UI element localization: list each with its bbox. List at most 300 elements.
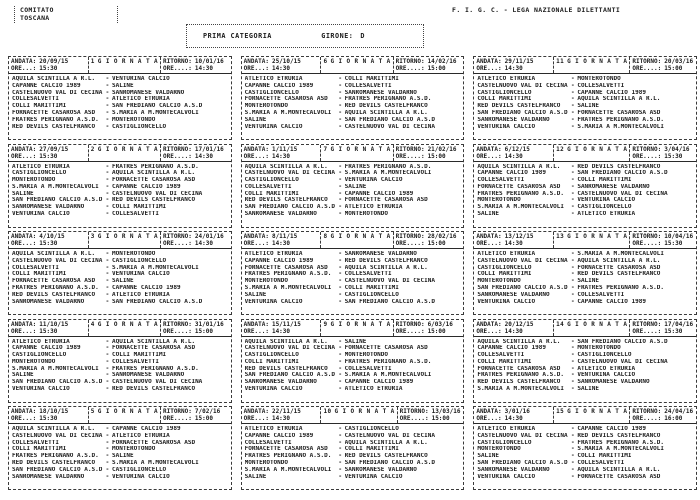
vs-dash: - xyxy=(338,250,342,257)
ritorno-date: 7/02/16 xyxy=(194,408,221,415)
home-team: SANROMANESE VALDARNO xyxy=(477,466,550,473)
match-row xyxy=(12,103,229,110)
match-row xyxy=(477,197,694,204)
match-row xyxy=(477,251,694,258)
match-row xyxy=(245,177,462,184)
match-row xyxy=(12,285,229,292)
vs-dash: - xyxy=(338,88,342,96)
away-team: SAN FREDIANO CALCIO A.S.D xyxy=(344,459,435,466)
away-team: ATLETICO ETRURIA xyxy=(344,204,403,211)
ritorno-date: 24/04/16 xyxy=(664,408,694,415)
away-team: AQUILA SCINTILLA A R.L. xyxy=(111,170,196,177)
home-team: SAN FREDIANO CALCIO A.S.D xyxy=(12,197,103,204)
andata-column xyxy=(474,232,554,248)
away-team: SALINE xyxy=(111,278,134,285)
vs-dash: - xyxy=(571,458,575,466)
match-row xyxy=(12,90,229,97)
giornata-block xyxy=(473,231,697,315)
home-team: CASTELNUOVO VAL DI CECINA xyxy=(12,89,103,96)
match-list xyxy=(474,162,696,227)
away-team: RED DEVILS CASTELFRANCO xyxy=(577,432,661,439)
vs-dash: - xyxy=(105,75,110,82)
ritorno-label: RITORNO: xyxy=(162,320,192,328)
andata-time: 14:30 xyxy=(271,65,291,72)
home-team: COLLI MARITTIMI xyxy=(12,446,67,453)
vs-dash: - xyxy=(105,122,110,130)
home-team: SALINE xyxy=(244,291,267,298)
giornata-title-column xyxy=(321,57,392,73)
home-team: ATLETICO ETRURIA xyxy=(12,163,70,170)
andata-date: 15/11/15 xyxy=(271,320,301,328)
ore-ritorno-label: ORE....: xyxy=(395,327,425,335)
match-row xyxy=(477,271,694,278)
ritorno-date: 10/01/16 xyxy=(194,58,224,65)
home-team: COLLI MARITTIMI xyxy=(477,271,532,278)
home-team: COLLESALVETTI xyxy=(12,96,59,103)
ritorno-column xyxy=(397,407,477,423)
vs-dash: - xyxy=(571,95,575,103)
vs-dash: - xyxy=(338,196,342,204)
away-team: COLLESALVETTI xyxy=(111,211,159,218)
match-row xyxy=(245,170,462,177)
vs-dash: - xyxy=(338,357,342,365)
home-team: SALINE xyxy=(12,372,34,379)
away-team: CAPANNE CALCIO 1989 xyxy=(577,298,646,305)
giornata-header xyxy=(9,320,231,337)
away-team: CASTIGLIONCELLO xyxy=(111,466,167,473)
home-team: COLLI MARITTIMI xyxy=(244,358,299,365)
home-team: SAN FREDIANO CALCIO A.S.D xyxy=(244,372,335,379)
match-row xyxy=(245,379,462,386)
ritorno-time: 15:00 xyxy=(194,327,213,335)
vs-dash: - xyxy=(571,425,575,432)
home-team: RED DEVILS CASTELFRANCO xyxy=(244,197,328,204)
andata-time: 14:30 xyxy=(504,65,523,72)
vs-dash: - xyxy=(571,283,575,291)
giornata-number: 1 xyxy=(90,58,95,65)
andata-column xyxy=(474,407,554,423)
match-row xyxy=(12,426,229,433)
away-team: CASTELNUOVO VAL DI CECINA xyxy=(344,278,435,285)
away-team: SAN FREDIANO CALCIO A.S.D xyxy=(344,116,435,123)
ritorno-date: 28/02/16 xyxy=(427,233,457,240)
ritorno-column xyxy=(629,232,700,248)
vs-dash: - xyxy=(338,458,342,466)
away-team: SALINE xyxy=(577,386,600,393)
giornata-number: 6 xyxy=(323,58,328,65)
andata-date: 6/12/15 xyxy=(504,145,530,153)
match-row xyxy=(12,474,229,481)
match-row xyxy=(245,299,462,306)
ritorno-column xyxy=(629,57,700,73)
giornata-number: 5 xyxy=(90,408,95,415)
match-row xyxy=(477,265,694,272)
match-list xyxy=(242,249,464,314)
giornata-number: 3 xyxy=(90,233,95,240)
match-row xyxy=(477,359,694,366)
home-team: VENTURINA CALCIO xyxy=(477,473,536,480)
away-team: AQUILA SCINTILLA A R.L. xyxy=(111,338,196,345)
match-row xyxy=(477,386,694,393)
vs-dash: - xyxy=(105,357,110,365)
giornata-number: 2 xyxy=(90,145,95,153)
ritorno-column xyxy=(393,232,473,248)
giornata-number: 13 xyxy=(556,233,565,240)
match-row xyxy=(245,440,462,447)
away-team: FRATRES PERIGNANO A.S.D. xyxy=(344,96,432,103)
andata-time: 14:30 xyxy=(504,327,523,335)
home-team: CASTELNUOVO VAL DI CECINA xyxy=(244,345,335,352)
match-list xyxy=(9,424,231,489)
andata-label: ANDATA: xyxy=(243,233,269,240)
match-row xyxy=(12,379,229,386)
home-team: ATLETICO ETRURIA xyxy=(477,251,536,257)
away-team: COLLI MARITTIMI xyxy=(577,453,632,460)
andata-label: ANDATA: xyxy=(11,408,37,415)
vs-dash: - xyxy=(105,81,110,89)
home-team: FRATRES PERIGNANO A.S.D. xyxy=(477,372,565,379)
giornata-label: G I O R N A T A xyxy=(567,320,628,328)
giornata-block xyxy=(241,319,465,403)
match-row xyxy=(245,117,462,124)
home-team: CASTELNUOVO VAL DI CECINA xyxy=(12,432,103,439)
vs-dash: - xyxy=(105,196,110,204)
vs-dash: - xyxy=(571,364,575,372)
away-team: MONTEROTONDO xyxy=(577,76,621,82)
home-team: CAPANNE CALCIO 1989 xyxy=(477,345,546,352)
away-team: S.MARIA A M.MONTECALVOLI xyxy=(111,264,199,271)
vs-dash: - xyxy=(571,357,575,365)
vs-dash: - xyxy=(105,445,110,453)
home-team: FORNACETTE CASAROSA ASD xyxy=(244,264,328,271)
ritorno-time: 14:30 xyxy=(194,240,213,247)
vs-dash: - xyxy=(105,182,110,190)
away-team: SAN FREDIANO CALCIO A.S.D xyxy=(111,103,203,110)
vs-dash: - xyxy=(105,108,110,116)
home-team: MONTEROTONDO xyxy=(477,278,521,285)
match-row xyxy=(12,170,229,177)
giornata-block xyxy=(241,406,465,490)
match-row xyxy=(477,292,694,299)
away-team: CAPANNE CALCIO 1989 xyxy=(577,89,646,96)
away-team: S.MARIA A M.MONTECALVOLI xyxy=(111,459,199,466)
away-team: SANROMANESE VALDARNO xyxy=(577,183,650,190)
away-team: VENTURINA CALCIO xyxy=(344,473,403,480)
ritorno-time: 14:30 xyxy=(194,152,213,160)
giornata-title-column xyxy=(321,320,392,336)
giornata-label: G I O R N A T A xyxy=(334,408,395,415)
home-team: CASTELNUOVO VAL DI CECINA xyxy=(477,432,568,439)
away-team: SAN FREDIANO CALCIO A.S.D xyxy=(344,298,435,305)
home-team: CASTIGLIONCELLO xyxy=(477,89,532,96)
andata-label: ANDATA: xyxy=(243,58,269,65)
away-team: AQUILA SCINTILLA A R.L. xyxy=(344,109,428,116)
match-row xyxy=(12,366,229,373)
home-team: CASTIGLIONCELLO xyxy=(12,170,67,177)
vs-dash: - xyxy=(571,182,575,190)
vs-dash: - xyxy=(571,337,575,345)
match-list xyxy=(9,162,231,227)
andata-time: 14:30 xyxy=(271,152,291,160)
vs-dash: - xyxy=(571,378,575,386)
match-row xyxy=(477,170,694,177)
home-team: CASTELNUOVO VAL DI CECINA xyxy=(12,257,103,264)
giornata-header xyxy=(474,320,696,337)
ore-andata-label: ORE...: xyxy=(11,415,37,422)
vs-dash: - xyxy=(571,108,575,116)
home-team: FRATRES PERIGNANO A.S.D. xyxy=(12,453,99,460)
giornata-number: 8 xyxy=(323,233,328,240)
giornata-label: G I O R N A T A xyxy=(97,320,158,328)
home-team: CASTIGLIONCELLO xyxy=(12,352,67,359)
giornata-header xyxy=(9,407,231,424)
vs-dash: - xyxy=(571,115,575,123)
match-row xyxy=(477,299,694,306)
vs-dash: - xyxy=(338,344,342,352)
ritorno-column xyxy=(393,57,473,73)
ritorno-time: 14:30 xyxy=(194,65,213,72)
vs-dash: - xyxy=(571,102,575,110)
home-team: CASTELNUOVO VAL DI CECINA xyxy=(477,257,568,264)
vs-dash: - xyxy=(338,108,342,116)
ore-andata-label: ORE...: xyxy=(243,327,269,335)
vs-dash: - xyxy=(105,189,110,197)
vs-dash: - xyxy=(105,210,110,218)
match-row xyxy=(477,258,694,265)
giornata-number: 7 xyxy=(323,145,328,153)
away-team: MONTEROTONDO xyxy=(577,345,621,352)
away-team: VENTURINA CALCIO xyxy=(577,372,636,379)
andata-date: 11/10/15 xyxy=(39,320,69,328)
away-team: COLLESALVETTI xyxy=(577,291,625,298)
vs-dash: - xyxy=(338,425,342,432)
match-row xyxy=(245,352,462,359)
ore-ritorno-label: ORE....: xyxy=(632,327,662,335)
home-team: CAPANNE CALCIO 1989 xyxy=(244,432,314,439)
away-team: FRATRES PERIGNANO A.S.D. xyxy=(344,163,432,170)
match-row xyxy=(477,372,694,379)
vs-dash: - xyxy=(105,371,110,379)
match-row xyxy=(477,453,694,460)
home-team: ATLETICO ETRURIA xyxy=(244,76,303,82)
home-team: AQUILA SCINTILLA A R.L. xyxy=(244,338,328,345)
match-row xyxy=(245,366,462,373)
andata-column xyxy=(9,57,89,73)
match-row xyxy=(245,345,462,352)
vs-dash: - xyxy=(338,176,342,184)
match-list xyxy=(9,74,231,139)
vs-dash: - xyxy=(571,445,575,453)
away-team: MONTEROTONDO xyxy=(344,211,389,218)
ore-ritorno-label: ORE....: xyxy=(162,415,192,422)
home-team: RED DEVILS CASTELFRANCO xyxy=(12,459,96,466)
match-list xyxy=(9,249,231,314)
match-row xyxy=(477,446,694,453)
vs-dash: - xyxy=(571,88,575,96)
giornata-header xyxy=(474,145,696,162)
giornata-title-column xyxy=(554,232,629,248)
match-row xyxy=(245,184,462,191)
andata-label: ANDATA: xyxy=(11,58,37,65)
away-team: SALINE xyxy=(577,278,600,285)
vs-dash: - xyxy=(338,472,342,480)
away-team: AQUILA SCINTILLA A R.L. xyxy=(577,96,661,103)
vs-dash: - xyxy=(105,452,110,460)
vs-dash: - xyxy=(338,277,342,285)
home-team: COLLI MARITTIMI xyxy=(12,103,67,110)
ore-andata-label: ORE...: xyxy=(11,65,37,72)
away-team: SALINE xyxy=(111,453,134,460)
andata-time: 14:30 xyxy=(271,415,291,422)
away-team: SALINE xyxy=(577,103,600,110)
away-team: RED DEVILS CASTELFRANCO xyxy=(111,197,196,204)
away-team: CASTELNUOVO VAL DI CECINA xyxy=(344,123,435,130)
match-row xyxy=(245,359,462,366)
ritorno-time: 15:00 xyxy=(194,415,213,422)
ore-andata-label: ORE...: xyxy=(476,240,502,247)
away-team: RED DEVILS CASTELFRANCO xyxy=(344,103,428,110)
away-team: FORNACETTE CASAROSA ASD xyxy=(344,197,428,204)
match-row xyxy=(477,204,694,211)
away-team: RED DEVILS CASTELFRANCO xyxy=(577,271,661,278)
ritorno-time: 15:30 xyxy=(664,152,683,160)
ore-ritorno-label: ORE....: xyxy=(395,65,425,72)
match-row xyxy=(245,191,462,198)
away-team: SAN FREDIANO CALCIO A.S.D xyxy=(577,338,668,345)
andata-time: 14:30 xyxy=(271,327,291,335)
andata-column xyxy=(9,407,89,423)
vs-dash: - xyxy=(571,162,575,170)
away-team: VENTURINA CALCIO xyxy=(111,76,170,82)
home-team: CAPANNE CALCIO 1989 xyxy=(244,257,314,264)
andata-column xyxy=(9,145,89,161)
ore-ritorno-label: ORE....: xyxy=(162,327,192,335)
home-team: COLLI MARITTIMI xyxy=(477,358,532,365)
ore-andata-label: ORE...: xyxy=(476,152,502,160)
giornata-number: 14 xyxy=(556,320,565,328)
vs-dash: - xyxy=(571,250,575,257)
away-team: SANROMANESE VALDARNO xyxy=(111,89,185,96)
girone xyxy=(321,32,365,40)
home-team: VENTURINA CALCIO xyxy=(477,123,536,130)
home-team: CASTIGLIONCELLO xyxy=(244,89,299,96)
away-team: FORNACETTE CASAROSA ASD xyxy=(344,345,428,352)
home-team: COLLI MARITTIMI xyxy=(244,190,299,197)
away-team: S.MARIA A M.MONTECALVOLI xyxy=(344,170,432,177)
vs-dash: - xyxy=(571,297,575,305)
home-team: AQUILA SCINTILLA A R.L. xyxy=(12,76,96,82)
home-team: AQUILA SCINTILLA A R.L. xyxy=(12,426,96,432)
match-row xyxy=(477,191,694,198)
match-row xyxy=(477,184,694,191)
vs-dash: - xyxy=(338,169,342,177)
ore-andata-label: ORE...: xyxy=(243,415,269,422)
home-team: FORNACETTE CASAROSA ASD xyxy=(244,96,328,103)
match-row xyxy=(477,345,694,352)
match-list xyxy=(242,337,464,402)
vs-dash: - xyxy=(338,270,342,278)
away-team: MONTEROTONDO xyxy=(344,352,389,359)
match-row xyxy=(477,211,694,218)
vs-dash: - xyxy=(571,344,575,352)
home-team: SAN FREDIANO CALCIO A.S.D xyxy=(12,379,103,386)
match-row xyxy=(12,110,229,117)
giornata-block xyxy=(8,231,232,315)
home-team: AQUILA SCINTILLA A R.L. xyxy=(244,163,328,170)
vs-dash: - xyxy=(105,256,110,264)
match-row xyxy=(12,117,229,124)
away-team: RED DEVILS CASTELFRANCO xyxy=(344,453,428,460)
away-team: COLLESALVETTI xyxy=(344,82,392,89)
vs-dash: - xyxy=(338,445,342,453)
giornata-title-column xyxy=(554,320,629,336)
andata-column xyxy=(242,145,322,161)
match-row xyxy=(12,345,229,352)
giornata-title-column xyxy=(554,57,629,73)
giornata-number: 10 xyxy=(323,408,332,415)
ore-andata-label: ORE...: xyxy=(476,327,502,335)
home-team: CASTIGLIONCELLO xyxy=(477,439,532,446)
away-team: S.MARIA A M.MONTECALVOLI xyxy=(577,446,665,453)
andata-column xyxy=(9,320,89,336)
giornata-header xyxy=(9,145,231,162)
away-team: MONTEROTONDO xyxy=(111,446,156,453)
home-team: CAPANNE CALCIO 1989 xyxy=(477,170,546,177)
ritorno-label: RITORNO: xyxy=(162,408,192,415)
vs-dash: - xyxy=(105,438,110,446)
match-list xyxy=(474,74,696,139)
away-team: COLLI MARITTIMI xyxy=(344,284,399,291)
giornata-number: 15 xyxy=(556,408,565,415)
ore-ritorno-label: ORE....: xyxy=(162,240,192,247)
away-team: CAPANNE CALCIO 1989 xyxy=(111,183,181,190)
vs-dash: - xyxy=(105,102,110,110)
andata-time: 14:30 xyxy=(271,240,291,247)
away-team: ATLETICO ETRURIA xyxy=(111,96,170,103)
home-team: RED DEVILS CASTELFRANCO xyxy=(12,291,96,298)
home-team: SANROMANESE VALDARNO xyxy=(477,291,550,298)
home-team: ATLETICO ETRURIA xyxy=(244,251,303,257)
home-team: SANROMANESE VALDARNO xyxy=(12,204,85,211)
giornata-title-column xyxy=(554,407,629,423)
away-team: SAN FREDIANO CALCIO A.S.D xyxy=(111,298,203,305)
home-team: VENTURINA CALCIO xyxy=(12,211,70,218)
home-team: COLLI MARITTIMI xyxy=(12,271,67,278)
andata-column xyxy=(242,407,322,423)
away-team: ATLETICO ETRURIA xyxy=(577,365,636,372)
match-row xyxy=(245,372,462,379)
giornata-number: 12 xyxy=(556,145,565,153)
home-team: CASTIGLIONCELLO xyxy=(477,264,532,271)
home-team: COLLESALVETTI xyxy=(12,439,59,446)
ore-andata-label: ORE...: xyxy=(476,65,502,72)
match-row xyxy=(477,117,694,124)
vs-dash: - xyxy=(338,364,342,372)
ritorno-date: 31/01/16 xyxy=(194,320,224,328)
home-team: SANROMANESE VALDARNO xyxy=(477,116,550,123)
match-row xyxy=(477,76,694,83)
vs-dash: - xyxy=(105,472,110,480)
vs-dash: - xyxy=(338,283,342,291)
home-team: VENTURINA CALCIO xyxy=(244,123,303,130)
ore-ritorno-label: ORE....: xyxy=(632,65,662,72)
away-team: COLLESALVETTI xyxy=(344,271,392,278)
match-row xyxy=(245,278,462,285)
vs-dash: - xyxy=(105,88,110,96)
giornata-header xyxy=(242,232,464,249)
andata-time: 15:30 xyxy=(39,152,58,160)
giornata-block xyxy=(8,56,232,140)
